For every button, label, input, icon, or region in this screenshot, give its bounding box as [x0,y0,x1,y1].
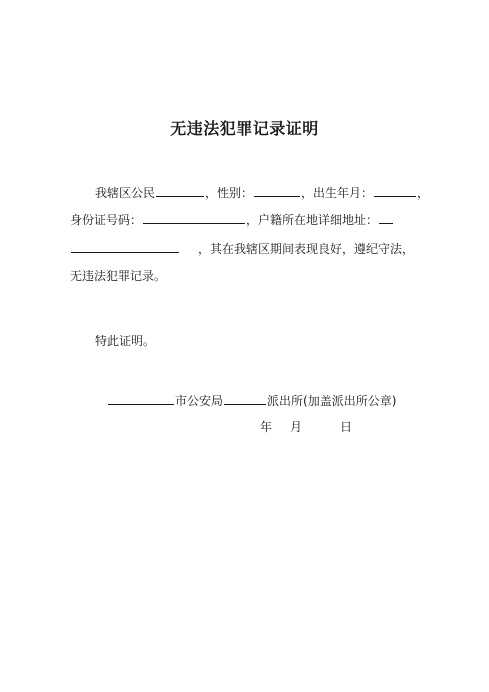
birth-blank[interactable] [374,184,416,197]
station-blank[interactable] [224,392,266,405]
closing-line [95,333,155,349]
body-line-1 [95,184,429,201]
gender-blank[interactable] [254,184,300,197]
id-number-blank[interactable] [143,211,245,224]
issuer-line [107,392,396,409]
date-line [260,419,352,435]
address-blank-continued[interactable] [71,240,179,253]
line1-end: ， [417,186,430,200]
day-label: 日 [340,420,353,434]
body-line-2 [70,211,394,228]
city-blank[interactable] [108,392,174,405]
household-label: ，户籍所在地详细地址： [246,213,379,227]
name-blank[interactable] [156,184,204,197]
id-label: 身份证号码： [70,213,143,227]
document-title: 无违法犯罪记录证明 [170,119,319,138]
body-line-4 [70,268,166,284]
station-label: 派出所(加盖派出所公章) [267,394,397,408]
no-record-text: 无违法犯罪记录。 [70,269,167,283]
body-line-3 [70,240,414,257]
month-label: 月 [290,420,303,434]
birth-label: ，出生年月： [301,186,374,200]
citizen-label: 我辖区公民 [95,186,156,200]
conduct-text: ，其在我辖区期间表现良好，遵纪守法， [198,242,415,256]
address-blank-start[interactable] [379,211,393,224]
year-label: 年 [260,420,273,434]
closing-text: 特此证明。 [95,334,156,348]
gender-label: ，性别： [205,186,254,200]
city-police-label: 市公安局 [175,394,224,408]
